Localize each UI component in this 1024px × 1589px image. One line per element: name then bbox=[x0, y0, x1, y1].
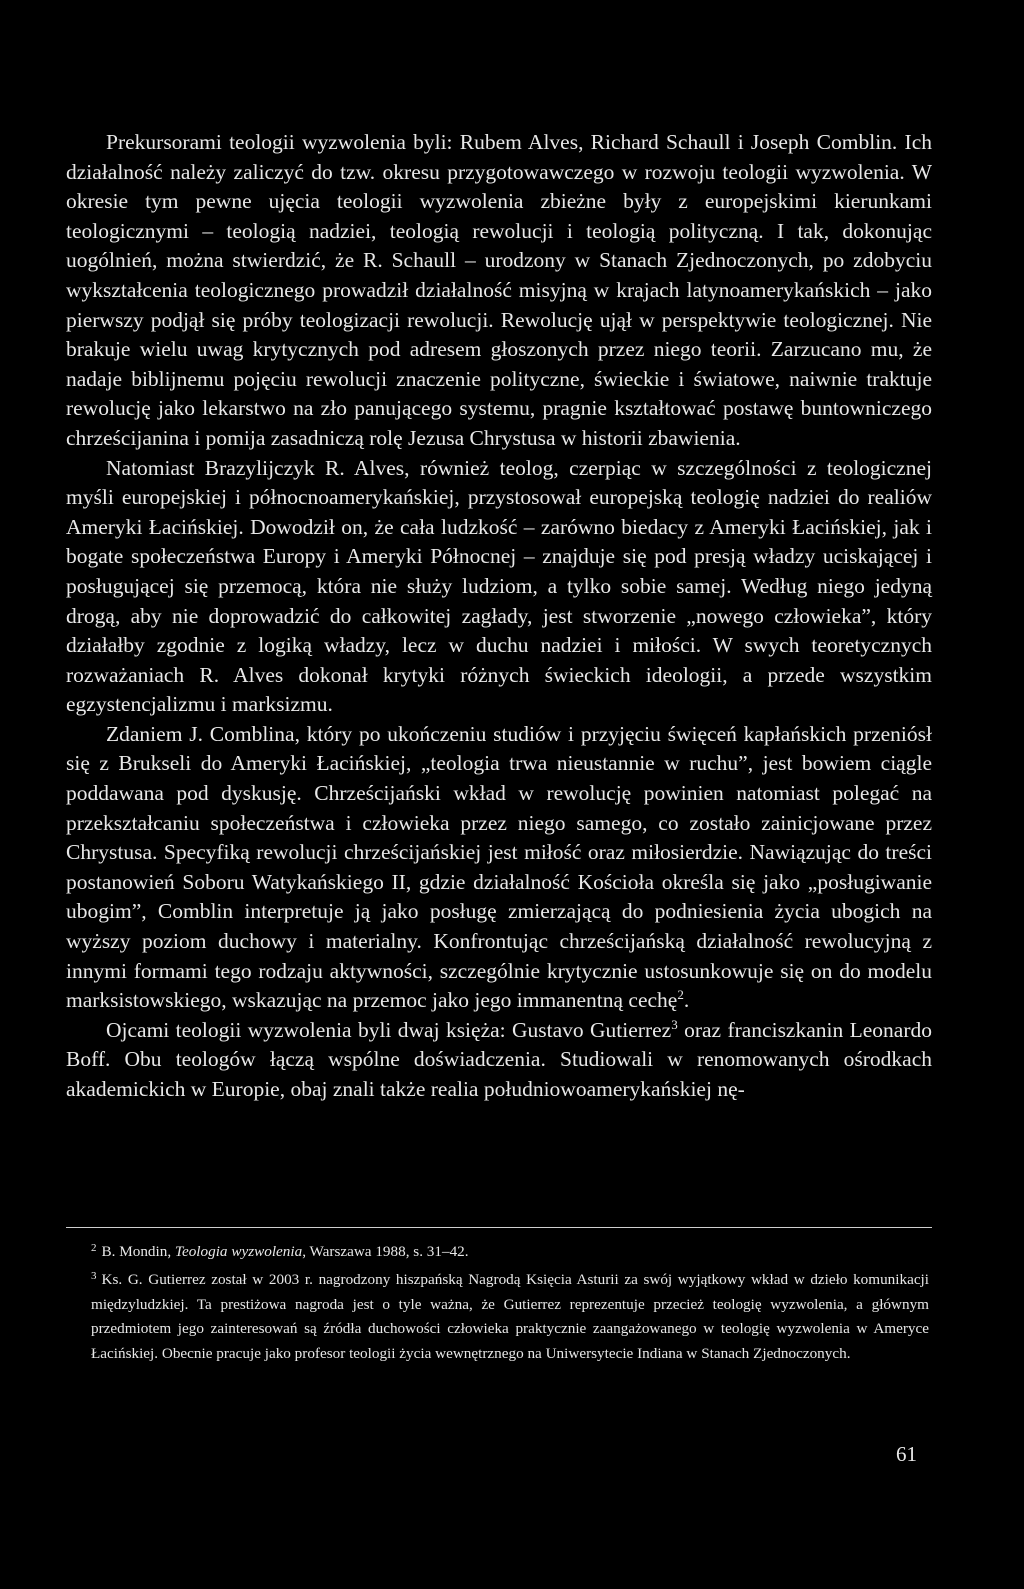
footnote-3-number: 3 bbox=[91, 1270, 97, 1283]
page-number: 61 bbox=[896, 1442, 917, 1466]
paragraph-3 bbox=[66, 720, 932, 1016]
footnote-2-author: B. Mondin, bbox=[101, 1243, 175, 1260]
paragraph-1 bbox=[66, 128, 932, 454]
paragraph-2 bbox=[66, 454, 932, 720]
footnote-2 bbox=[91, 1236, 929, 1264]
paragraph-4 bbox=[66, 1016, 932, 1105]
paragraph-3-end: . bbox=[683, 988, 690, 1013]
paragraph-4-end: oraz franciszkanin Leonardo Boff. Obu teologów łączą wspólne doświadczenia. Studiowali w renomowanych ośrodkach akademickich w Europie, obaj znali także realia południowoamerykańskiej nę- bbox=[66, 1017, 932, 1101]
footnote-ref-3: 3 bbox=[671, 1016, 678, 1032]
footnote-3-text: Ks. G. Gutierrez został w 2003 r. nagrodzony hiszpańską Nagrodą Księcia Asturii za swój wyjątkowy wkład w dzieło komunikacji międzyludzkiej. Ta prestiżowa nagroda jest o tyle ważna, że Gutierrez reprezentuje przecież teologię wyzwolenia, a głównym przedmiotem jego zainteresowań są źródła duchowości człowieka praktycznie zaangażowanego w teologię wyzwolenia w Ameryce Łacińskiej. Obecnie pracuje jako profesor teologii życia wewnętrznego na Uniwersytecie Indiana w Stanach Zjednoczonych. bbox=[91, 1271, 929, 1362]
footnotes bbox=[91, 1236, 929, 1366]
footnote-divider bbox=[66, 1227, 932, 1228]
footnote-3 bbox=[91, 1264, 929, 1366]
footnote-2-rest: , Warszawa 1988, s. 31–42. bbox=[302, 1243, 469, 1260]
paragraph-1-text: Prekursorami teologii wyzwolenia byli: Rubem Alves, Richard Schaull i Joseph Comblin. Ich działalność należy zaliczyć do tzw. okresu przygotowawczego w rozwoju teologii wyzwolenia. W okresie tym pewne ujęcia teologii wyzwolenia zbieżne były z europejskimi kierunkami teologicznymi – teologią nadziei, teologią rewolucji i teologią polityczną. I tak, dokonując uogólnień, można stwierdzić, że R. Schaull – urodzony w Stanach Zjednoczonych, po zdobyciu wykształcenia teologicznego prowadził działalność misyjną w krajach latynoamerykańskich – jako pierwszy podjął się próby teologizacji rewolucji. Rewolucję ujął w perspektywie teologicznej. Nie brakuje wielu uwag krytycznych pod adresem głoszonych przez niego teorii. Zarzucano mu, że nadaje biblijnemu pojęciu rewolucji znaczenie polityczne, świeckie i światowe, naiwnie traktuje rewolucję jako lekarstwo na zło panującego systemu, pragnie kształtować postawę buntowniczego chrześcijanina i pomija zasadniczą rolę Jezusa Chrystusa w historii zbawienia. bbox=[66, 130, 932, 450]
paragraph-4-text: Ojcami teologii wyzwolenia byli dwaj księża: Gustavo Gutierrez bbox=[106, 1017, 672, 1042]
footnote-2-title: Teologia wyzwolenia bbox=[174, 1243, 303, 1260]
main-text bbox=[66, 128, 932, 1105]
footnote-ref-2: 2 bbox=[677, 987, 684, 1003]
paragraph-2-text: Natomiast Brazylijczyk R. Alves, również teolog, czerpiąc w szczególności z teologicznej myśli europejskiej i północnoamerykańskiej, przystosował europejską teologię nadziei do realiów Ameryki Łacińskiej. Dowodził on, że cała ludzkość – zarówno biedacy z Ameryki Łacińskiej, jak i bogate społeczeństwa Europy i Ameryki Północnej – znajduje się pod presją władzy uciskającej i posługującej się przemocą, która nie służy ludziom, a tylko sobie samej. Według niego jedyną drogą, aby nie doprowadzić do całkowitej zagłady, jest stworzenie „nowego człowieka”, który działałby zgodnie z logiką władzy, lecz w duchu nadziei i miłości. W swych teoretycznych rozważaniach R. Alves dokonał krytyki różnych świeckich ideologii, a przede wszystkim egzystencjalizmu i marksizmu. bbox=[66, 455, 932, 717]
footnote-2-number: 2 bbox=[91, 1242, 97, 1254]
paragraph-3-text: Zdaniem J. Comblina, który po ukończeniu studiów i przyjęciu święceń kapłańskich przeniósł się z Brukseli do Ameryki Łacińskiej, „teologia trwa nieustannie w ruchu”, jest bowiem ciągle poddawana pod dyskusję. Chrześcijański wkład w rewolucję powinien natomiast polegać na przekształcaniu społeczeństwa i człowieka przez niego samego, co zostało zainicjowane przez Chrystusa. Specyfiką rewolucji chrześcijańskiej jest miłość oraz miłosierdzie. Nawiązując do treści postanowień Soboru Watykańskiego II, gdzie działalność Kościoła określa się jako „posługiwanie ubogim”, Comblin interpretuje ją jako posługę zmierzającą do podniesienia życia ubogich na wyższy poziom duchowy i materialny. Konfrontując chrześcijańską działalność rewolucyjną z innymi formami tego rodzaju aktywności, szczególnie krytycznie ustosunkowuje się on do modelu marksistowskiego, wskazując na przemoc jako jego immanentną cechę bbox=[66, 721, 932, 1013]
